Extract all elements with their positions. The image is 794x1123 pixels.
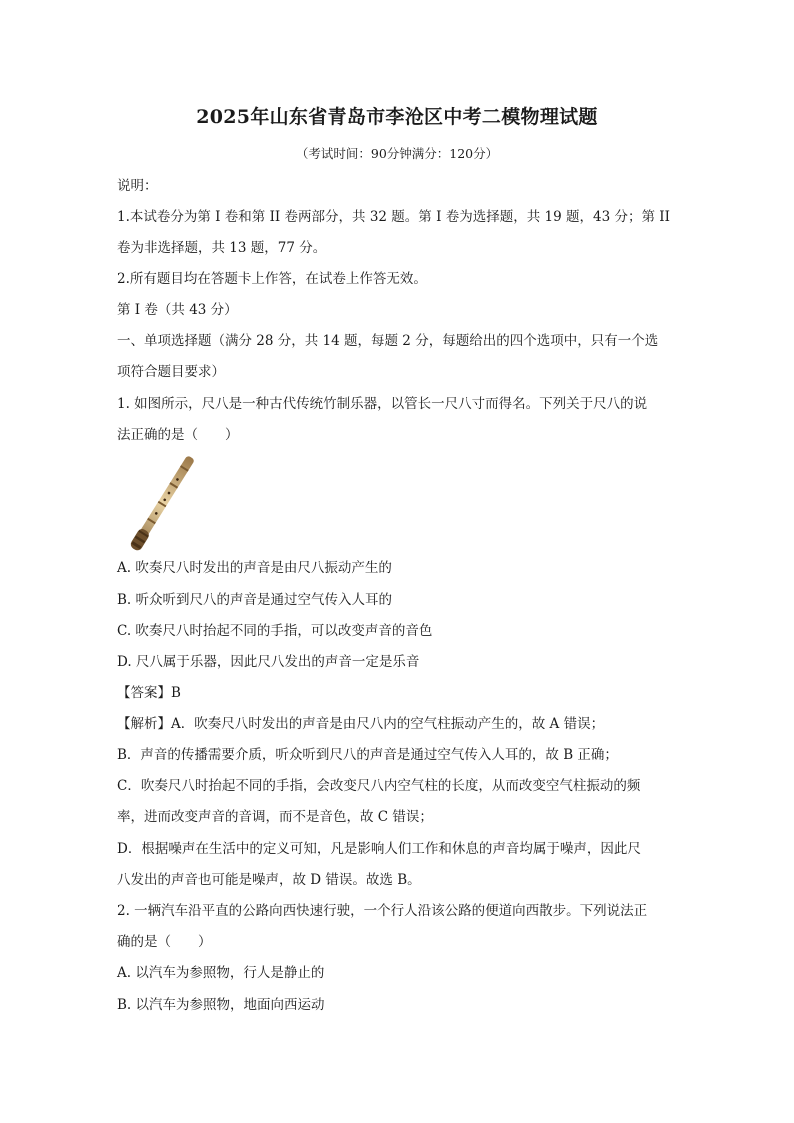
shakuhachi-image: [126, 452, 228, 554]
question-2-option-b: B. 以汽车为参照物，地面向西运动: [117, 997, 325, 1013]
instructions-heading: 说明：: [117, 178, 158, 194]
exam-title: 2025年山东省青岛市李沧区中考二模物理试题: [196, 106, 598, 128]
question-1-option-d: D. 尺八属于乐器，因此尺八发出的声音一定是乐音: [117, 654, 420, 670]
question-1-analysis-line: 率，进而改变声音的音调，而不是音色，故 C 错误；: [117, 809, 433, 825]
question-2-stem: 2. 一辆汽车沿平直的公路向西快速行驶，一个行人沿该公路的便道向西散步。下列说法正: [117, 903, 648, 919]
question-1-analysis-line: C．吹奏尺八时抬起不同的手指，会改变尺八内空气柱的长度，从而改变空气柱振动的频: [117, 778, 641, 794]
question-2-option-a: A. 以汽车为参照物，行人是静止的: [117, 965, 325, 981]
question-1-analysis-line: 【解析】A．吹奏尺八时发出的声音是由尺八内的空气柱振动产生的，故 A 错误；: [117, 716, 605, 732]
question-1-analysis-line: D．根据噪声在生活中的定义可知，凡是影响人们工作和休息的声音均属于噪声，因此尺: [117, 841, 641, 857]
exam-time-score: （考试时间：90分钟满分：120分）: [295, 146, 499, 161]
question-1-stem: 1. 如图所示，尺八是一种古代传统竹制乐器，以管长一尺八寸而得名。下列关于尺八的说: [117, 396, 648, 412]
instruction-item-2: 2.所有题目均在答题卡上作答，在试卷上作答无效。: [117, 271, 427, 287]
question-1-stem-cont: 法正确的是（ ）: [117, 427, 239, 443]
section-heading: 一、单项选择题（满分 28 分，共 14 题，每题 2 分，每题给出的四个选项中，只有一个选: [117, 333, 659, 349]
instruction-item-1-cont: 卷为非选择题，共 13 题，77 分。: [117, 240, 327, 256]
question-1-option-c: C. 吹奏尺八时抬起不同的手指，可以改变声音的音色: [117, 623, 433, 639]
question-1-answer: 【答案】B: [117, 685, 181, 701]
instruction-item-1: 1.本试卷分为第 I 卷和第 II 卷两部分，共 32 题。第 I 卷为选择题，共 19 题，43 分；第 II: [117, 209, 670, 225]
question-1-analysis-line: B．声音的传播需要介质，听众听到尺八的声音是通过空气传入人耳的，故 B 正确；: [117, 747, 618, 763]
question-1-option-b: B. 听众听到尺八的声音是通过空气传入人耳的: [117, 592, 393, 608]
part1-heading: 第 I 卷（共 43 分）: [117, 302, 238, 318]
section-heading-cont: 项符合题目要求）: [117, 364, 225, 380]
question-1-option-a: A. 吹奏尺八时发出的声音是由尺八振动产生的: [117, 560, 392, 576]
question-1-analysis-line: 八发出的声音也可能是噪声，故 D 错误。故选 B。: [117, 872, 421, 888]
question-2-stem-cont: 确的是（ ）: [117, 934, 212, 950]
